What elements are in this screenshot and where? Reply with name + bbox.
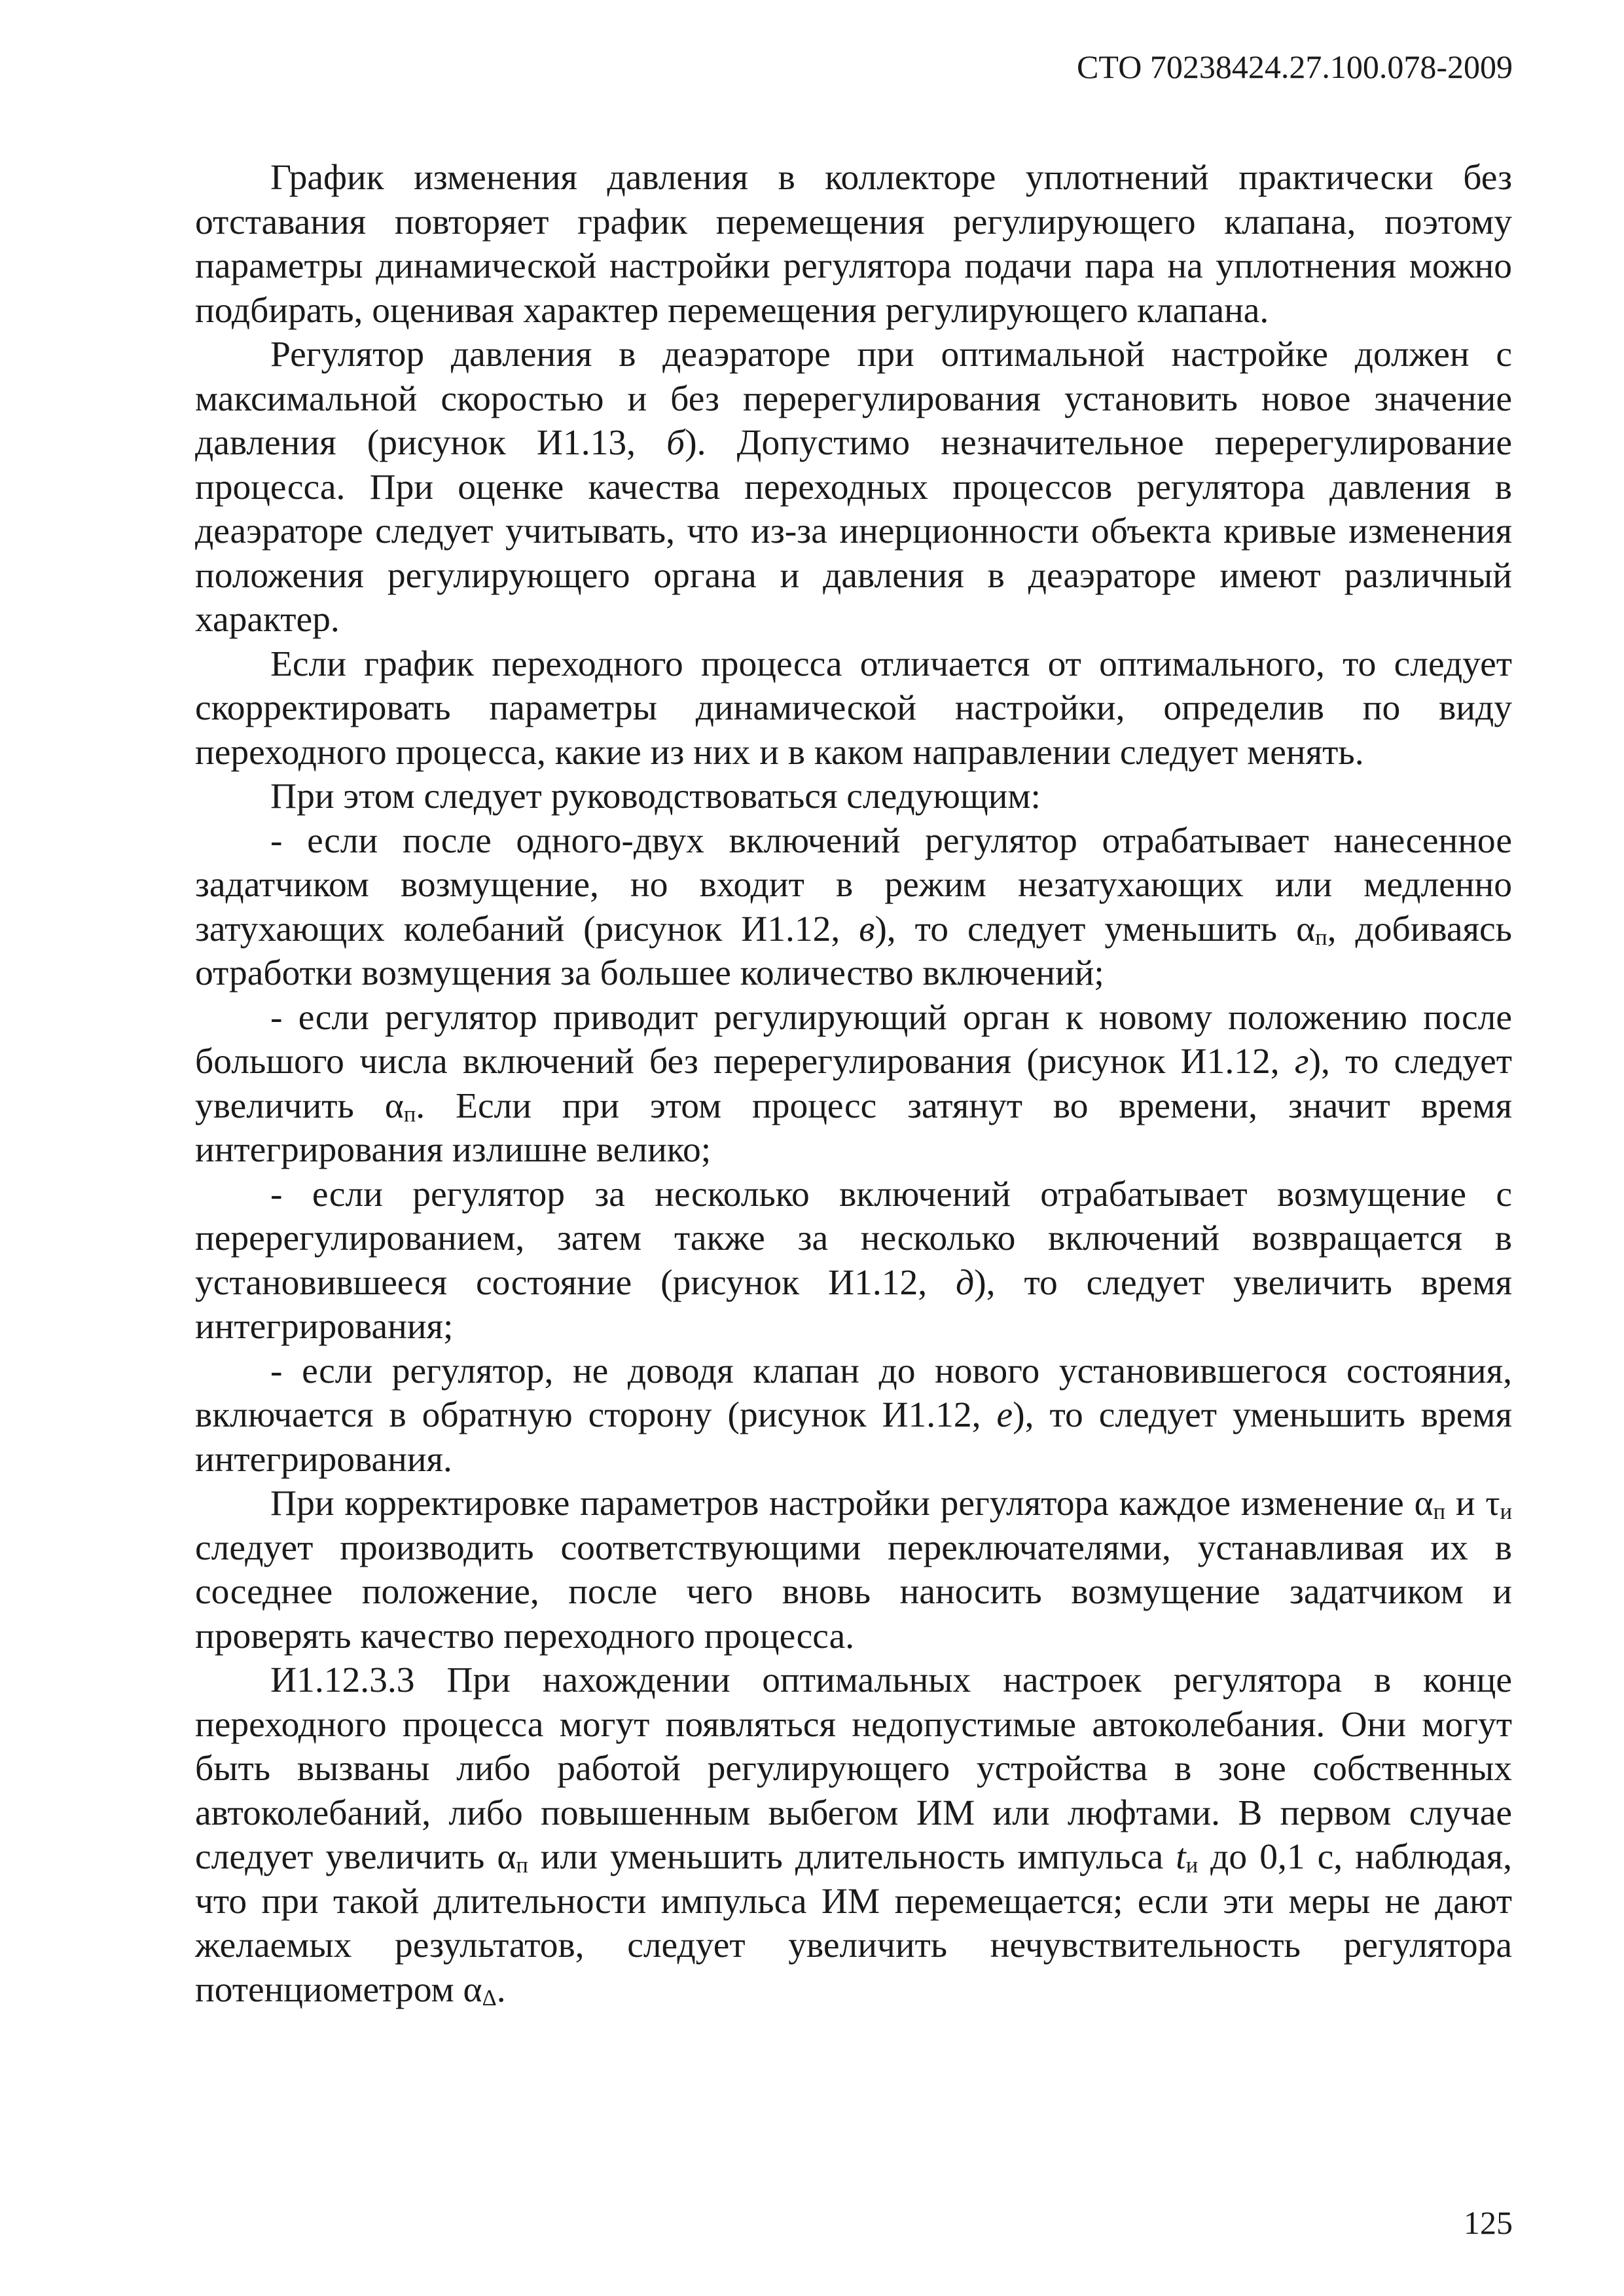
variable-t: t xyxy=(1176,1837,1186,1877)
symbol-subscript: и xyxy=(1185,1853,1199,1878)
list-item-slow-positioning: - если регулятор приводит регулирующий орган к новому положению после большого числа включений без перерегулирования (рисунок И1.12, г), то следует увеличить $\alpha_п$. Если при этом процесс затянут во времени, значит время интегрирования излишне велико; xyxy=(195,997,1512,1170)
list-item-undamped-oscillations: - если после одного-двух включений регулятор отрабатывает нанесенное задатчиком возмущение, но входит в режим незатухающих или медленно затухающих колебаний (рисунок И1.12, в), то следует уменьшить $\alpha_п$, добиваясь отработки возмущения за большее количество включений; xyxy=(195,820,1512,993)
symbol-alpha: α xyxy=(1414,1484,1434,1523)
symbol-subscript: Δ xyxy=(482,1985,497,2011)
symbol-subscript: и xyxy=(1500,1499,1513,1525)
symbol-subscript: п xyxy=(516,1853,528,1878)
symbol-alpha: α xyxy=(463,1969,482,2010)
list-item-overshoot: - если регулятор за несколько включений отрабатывает возмущение с перерегулированием, затем также за несколько включений возвращается в установившееся состояние (рисунок И1.12, д), то следует увеличить время интегрирования; xyxy=(195,1174,1512,1347)
document-body xyxy=(195,156,1512,2012)
symbol-alpha: α xyxy=(384,1085,404,1126)
paragraph-parameter-adjustment: При корректировке параметров настройки регулятора каждое изменение $\alpha_п$ и $\tau_и$ следует производить соответствующими переключателями, устанавливая их в соседнее положение, после чего вновь наносить возмущение задатчиком и проверять качество переходного процесса. xyxy=(195,1484,1513,1656)
paragraph-deaerator-regulator: Регулятор давления в деаэраторе при оптимальной настройке должен с максимальной скоростью и без перерегулирования установить новое значение давления (рисунок И1.13, б). Допустимо незначительное перерегулирование процесса. При оценке качества переходных процессов регулятора давления в деаэраторе следует учитывать, что из-за инерционности объекта кривые изменения положения регулирующего органа и давления в деаэраторе имеют различный характер. xyxy=(195,335,1512,640)
symbol-tau: τ xyxy=(1485,1484,1500,1523)
paragraph-correction-intro: Если график переходного процесса отличается от оптимального, то следует скорректировать параметры динамической настройки, определив по виду переходного процесса, какие из них и в каком направлении следует менять. xyxy=(195,644,1512,773)
paragraph-section-i1-12-3-3: И1.12.3.3 При нахождении оптимальных настроек регулятора в конце переходного процесса могут появляться недопустимые автоколебания. Они могут быть вызваны либо работой регулирующего устройства в зоне собственных автоколебаний, либо повышенным выбегом ИМ или люфтами. В первом случае следует увеличить $\alpha_п$ или уменьшить длительность импульса $t_и$ до 0,1 с, наблюдая, что при такой длительности импульса ИМ перемещается; если эти меры не дают желаемых результатов, следует увеличить нечувствительность регулятора потенциометром $\alpha_\Delta$. xyxy=(195,1660,1512,2011)
paragraph-seal-pressure: График изменения давления в коллекторе уплотнений практически без отставания повторяет график перемещения регулирующего клапана, поэтому параметры динамической настройки регулятора подачи пара на уплотнения можно подбирать, оценивая характер перемещения регулирующего клапана. xyxy=(195,158,1512,331)
paragraph-guidelines-lead: При этом следует руководствоваться следующим: xyxy=(270,776,1041,816)
list-item-reverse-switching: - если регулятор, не доводя клапан до нового установившегося состояния, включается в обратную сторону (рисунок И1.12, е), то следует уменьшить время интегрирования. xyxy=(195,1351,1513,1480)
figure-ref: б xyxy=(666,423,685,463)
symbol-subscript: п xyxy=(1433,1499,1446,1525)
figure-ref: е xyxy=(996,1395,1013,1435)
figure-ref: д xyxy=(956,1262,975,1303)
page-number: 125 xyxy=(1464,2204,1513,2241)
symbol-subscript: п xyxy=(403,1101,416,1127)
symbol-subscript: п xyxy=(1315,924,1327,950)
document-code-header: СТО 70238424.27.100.078-2009 xyxy=(1077,48,1513,85)
figure-ref: г xyxy=(1294,1042,1309,1082)
figure-ref: в xyxy=(859,909,875,949)
symbol-alpha: α xyxy=(497,1837,516,1877)
symbol-alpha: α xyxy=(1296,909,1316,949)
